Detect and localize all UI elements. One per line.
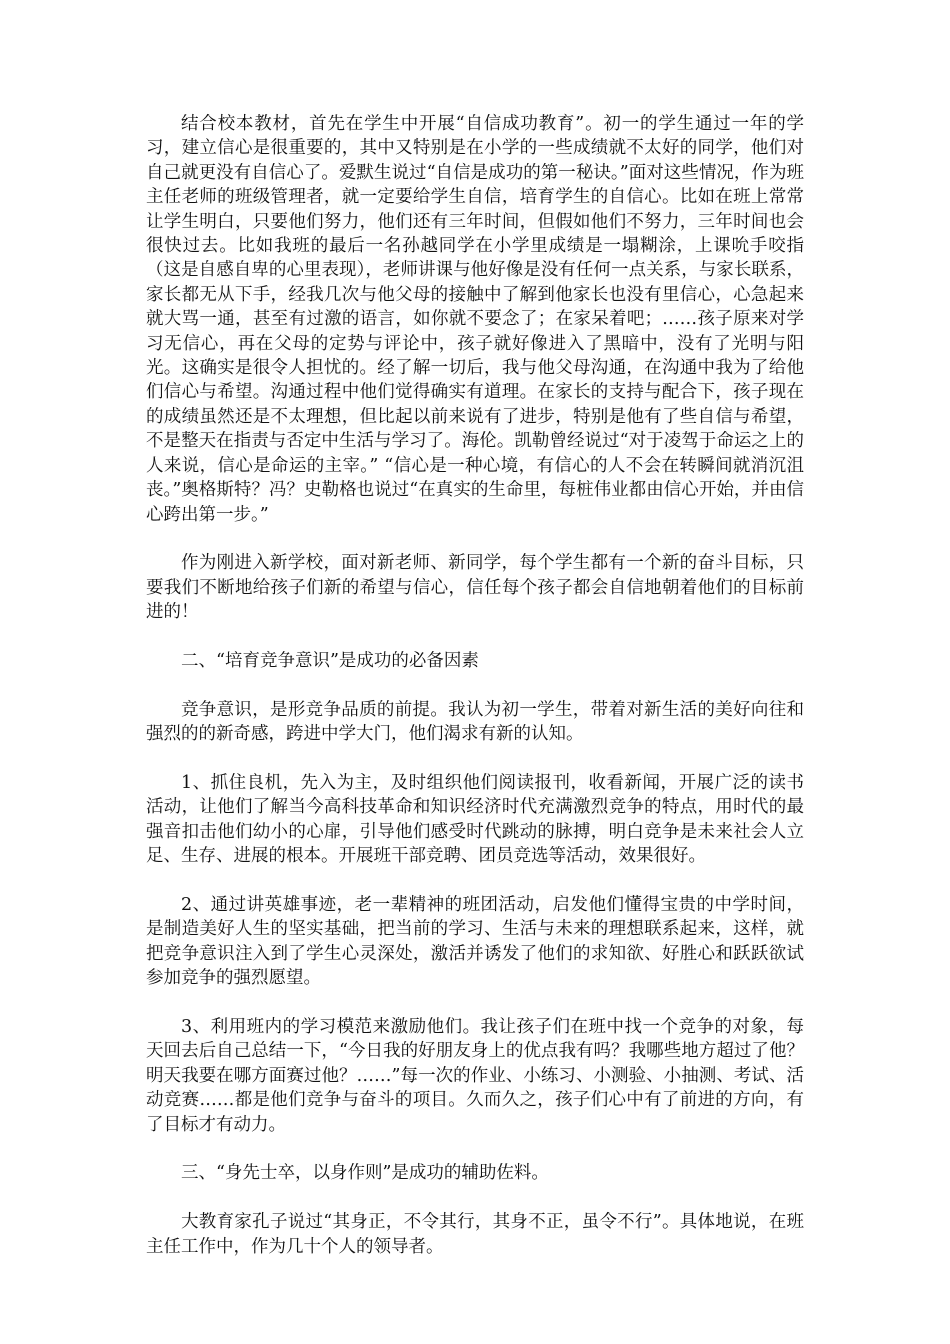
paragraph-new-school-goals: 作为刚进入新学校，面对新老师、新同学，每个学生都有一个新的奋斗目标，只要我们不断地给孩子们新的希望与信心，信任每个孩子都会自信地朝着他们的目标前进的！: [146, 553, 804, 623]
paragraph-point-3-role-models: 3、利用班内的学习模范来激励他们。我让孩子们在班中找一个竞争的对象，每天回去后自己总结一下，“今日我的好朋友身上的优点我有吗？我哪些地方超过了他？明天我要在哪方面赛过他？……”每一次的作业、小练习、小测验、小抽测、考试、活动竞赛……都是他们竞争与奋斗的项目。久而久之，孩子们心中有了前进的方向，有了目标才有动力。: [146, 1016, 804, 1135]
section-heading-competition: 二、“培育竞争意识”是成功的必备因素: [181, 650, 479, 671]
paragraph-competition-awareness: 竞争意识，是形竞争品质的前提。我认为初一学生，带着对新生活的美好向往和强烈的的新奇感，跨进中学大门，他们渴求有新的认知。: [146, 699, 804, 745]
document-page: [146, 112, 804, 1283]
paragraph-confucius-quote: 大教育家孔子说过“其身正，不令其行，其身不正，虽令不行”。具体地说，在班主任工作中，作为几十个人的领导者。: [146, 1212, 804, 1257]
section-heading-lead-by-example: 三、“身先士卒，以身作则”是成功的辅助佐料。: [181, 1163, 549, 1184]
paragraph-self-confidence-education: 结合校本教材，首先在学生中开展“自信成功教育”。初一的学生通过一年的学习，建立信心是很重要的，其中又特别是在小学的一些成绩就不太好的同学，他们对自己就更没有自信心了。爱默生说过“自信是成功的第一秘诀。”面对这些情况，作为班主任老师的班级管理者，就一定要给学生自信，培育学生的自信心。比如在班上常常让学生明白，只要他们努力，他们还有三年时间，但假如他们不努力，三年时间也会很快过去。比如我班的最后一名孙越同学在小学里成绩是一塌糊涂，上课吮手咬指（这是自感自卑的心里表现），老师讲课与他好像是没有任何一点关系，与家长联系，家长都无从下手，经我几次与他父母的接触中了解到他家长也没有里信心，心急起来就大骂一通，甚至有过激的语言，如你就不要念了；在家呆着吧；……孩子原来对学习无信心，再在父母的定势与评论中，孩子就好像进入了黑暗中，没有了光明与阳光。这确实是很令人担忧的。经了解一切后，我与他父母沟通，在沟通中我为了给他们信心与希望。沟通过程中他们觉得确实有道理。在家长的支持与配合下，孩子现在的成绩虽然还是不太理想，但比起以前来说有了进步，特别是他有了些自信与希望，不是整天在指责与否定中生活与学习了。海伦。凯勒曾经说过“对于凌驾于命运之上的人来说，信心是命运的主宰。” “信心是一种心境，有信心的人不会在转瞬间就消沉沮丧。”奥格斯特？冯？史勒格也说过“在真实的生命里，每桩伟业都由信心开始，并由信心跨出第一步。”: [146, 114, 804, 525]
paragraph-point-1-reading: 1、抓住良机，先入为主，及时组织他们阅读报刊，收看新闻，开展广泛的读书活动，让他们了解当今高科技革命和知识经济时代充满激烈竞争的特点，用时代的最强音扣击他们幼小的心扉，引导他们感受时代跳动的脉搏，明白竞争是未来社会人立足、生存、进展的根本。开展班干部竞聘、团员竞选等活动，效果很好。: [146, 772, 804, 867]
paragraph-point-2-heroes: 2、通过讲英雄事迹，老一辈精神的班团活动，启发他们懂得宝贵的中学时间，是制造美好人生的坚实基础，把当前的学习、生活与未来的理想联系起来，这样，就把竞争意识注入到了学生心灵深处，激活并诱发了他们的求知欲、好胜心和跃跃欲试参加竞争的强烈愿望。: [146, 894, 804, 989]
